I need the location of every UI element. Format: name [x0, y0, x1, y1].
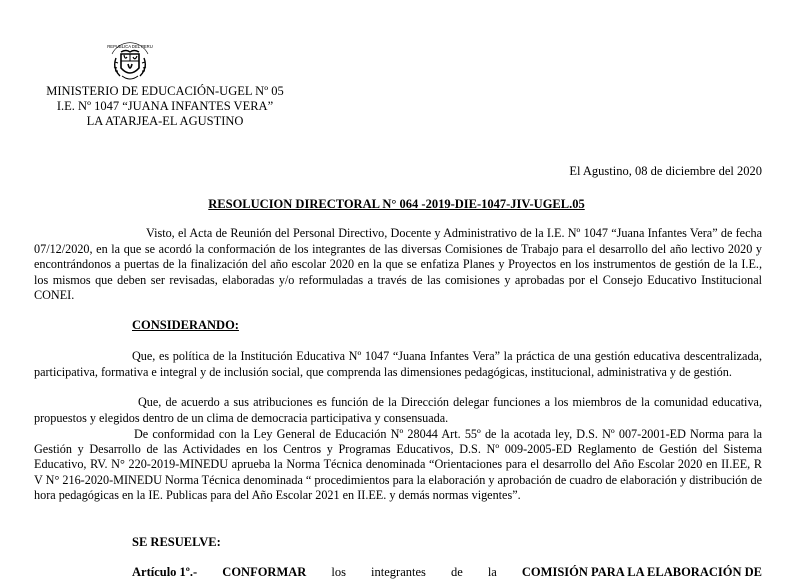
articulo-word: de: [450, 565, 463, 579]
header-ministry: MINISTERIO DE EDUCACIÓN-UGEL Nº 05: [46, 84, 284, 98]
articulo-word: integrantes: [371, 565, 426, 579]
resolution-title: RESOLUCION DIRECTORAL N° 064 -2019-DIE-1047-JIV-UGEL.05: [208, 197, 585, 211]
articulo-word: los: [331, 565, 346, 579]
articulo-word: la: [487, 565, 497, 579]
header-school: I.E. Nº 1047 “JUANA INFANTES VERA”: [56, 99, 274, 113]
articulo-1-line: [132, 565, 762, 580]
header-location: LA ATARJEA-EL AGUSTINO: [86, 114, 244, 128]
articulo-label: Artículo 1º.-: [132, 565, 198, 579]
se-resuelve-heading: SE RESUELVE:: [132, 535, 221, 549]
articulo-commission: COMISIÓN PARA LA ELABORACIÓN DE: [521, 565, 762, 579]
svg-text:REPUBLICA DEL PERU: REPUBLICA DEL PERU: [107, 44, 153, 49]
coat-of-arms-seal: [106, 40, 154, 88]
considerando-paragraph-1: Que, es política de la Institución Educativa Nº 1047 “Juana Infantes Vera” la práctica de una gestión educativa descentralizada, participativa, formativa e integral y de inclusión social, que comprenda las dimensiones pedagógicas, institucional, administrativa y de gestión.: [34, 349, 762, 379]
considerando-heading: CONSIDERANDO:: [132, 318, 239, 332]
date-line: El Agustino, 08 de diciembre del 2020: [569, 164, 762, 178]
visto-paragraph: Visto, el Acta de Reunión del Personal Directivo, Docente y Administrativo de la I.E. Nº 1047 “Juana Infantes Vera” de fecha 07/12/2020, en la que se acordó la conformación de los integrantes de las diversas Comisiones de Trabajo para el desarrollo del año lectivo 2020 y encontrándonos a puertas de la finalización del año escolar 2020 en la que se enfatiza Planes y Proyectos en los instrumentos de gestión de la I.E., los mismos que deben ser revisadas, elaboradas y/o reformuladas a través de las comisiones y aprobadas por el Consejo Educativo Institucional CONEI.: [34, 226, 762, 303]
considerando-paragraph-2: Que, de acuerdo a sus atribuciones es función de la Dirección delegar funciones a los miembros de la comunidad educativa, propuestos y elegidos dentro de un clima de democracia participativa y consensuada.: [34, 395, 762, 425]
articulo-verb: CONFORMAR: [222, 565, 307, 579]
considerando-paragraph-3: De conformidad con la Ley General de Educación Nº 28044 Art. 55º de la acotada ley, D.S. Nº 007-2001-ED Norma para la Gestión y Desarrollo de las Actividades en los Centros y Programas Educativos, D.S. Nº 009-2005-ED Reglamento de Gestión del Sistema Educativo, RV. N° 220-2019-MINEDU aprueba la Norma Técnica denominada “Orientaciones para el desarrollo del Año Escolar 2020 en II.EE, R V N° 216-2020-MINEDU Norma Técnica denominada “ procedimientos para la elaboración y aprobación de cuadro de elaboración y distribución de hora pedagógicas en la IE. Publicas para del Año Escolar 2021 en II.EE. y demás normas vigentes”.: [34, 427, 762, 502]
